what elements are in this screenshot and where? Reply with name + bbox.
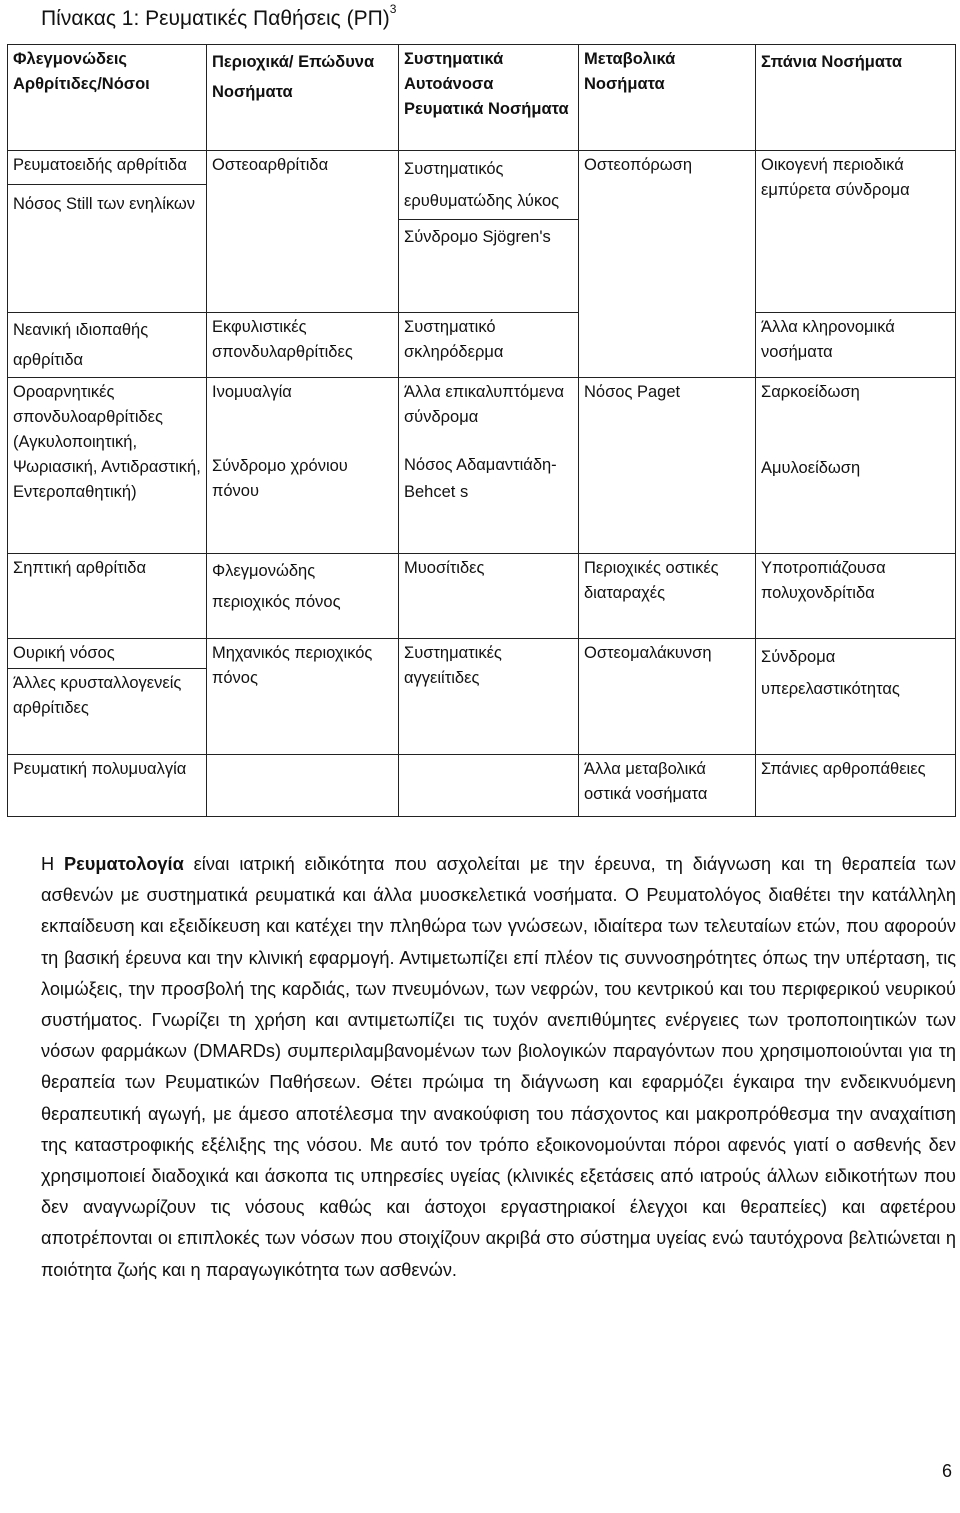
table-header-row [8,45,956,151]
cell-text: Ινομυαλγία [212,383,292,401]
cell-r1-c5: Οικογενή περιοδικά εμπύρετα σύνδρομα [756,151,956,313]
cell-r6-c3 [399,755,579,817]
cell-r3-c2 [207,378,399,554]
title-footnote: 3 [389,2,397,16]
cell-text: Άλλες κρυσταλλογενείς αρθρίτιδες [8,668,206,723]
cell-r2-c3: Συστηματικό σκληρόδερμα [399,313,579,378]
table-row [8,639,956,755]
cell-r4-c3: Μυοσίτιδες [399,554,579,639]
cell-text: Ουρική νόσος [13,644,115,662]
cell-text: Σαρκοείδωση [761,383,860,401]
cell-r2-c2: Εκφυλιστικές σπονδυλαρθρίτιδες [207,313,399,378]
cell-r5-c2: Μηχανικός περιοχικός πόνος [207,639,399,755]
cell-r5-c3: Συστηματικές αγγειίτιδες [399,639,579,755]
paragraph-bold-term: Ρευματολογία [64,854,184,874]
cell-r5-c1 [8,639,207,755]
cell-r1-c4: Οστεοπόρωση [579,151,756,313]
paragraph-lead: Η [41,854,65,874]
cell-r4-c5: Υποτροπιάζουσα πολυχονδρίτιδα [756,554,956,639]
paragraph-text: είναι ιατρική ειδικότητα που ασχολείται με την έρευνα, τη διάγνωση και τη θεραπεία των ασθενών με συστηματικά ρευματικά και άλλα μυοσκελετικά νοσήματα. Ο Ρευματολόγος διαθέτει την κατάλληλη εκπαίδευση και εξειδίκευση και κατέχει την πληθώρα των γνώσεων, ιδιαίτερα των τελευταίων ετών, που αφορούν τη βασική έρευνα και την κλινική εφαρμογή. Αντιμετωπίζει επί πλέον τις συννοσηρότητες όπως την υπέρταση, τις λοιμώξεις, την προσβολή της καρδιάς, των πνευμόνων, των νεφρών, του κεντρικού και του περιφερικού νευρικού συστήματος. Γνωρίζει τη χρήση και αντιμετωπίζει τις τυχόν ανεπιθύμητες ενέργειες των τροποποιητικών των νόσων φαρμάκων (DMARDs) συμπεριλαμβανομένων των βιολογικών παραγόντων που χρησιμοποιούνται για τη θεραπεία των Ρευματικών Παθήσεων. Θέτει πρώιμα τη διάγνωση και εφαρμόζει έγκαιρα την ενδεικνυόμενη θεραπευτική αγωγή, με άμεσο αποτέλεσμα την ανακούφιση του πάσχοντος και μακροπρόθεσμα την αναχαίτιση της καταστροφικής εξέλιξης της νόσου. Με αυτό τον τρόπο εξοικονομούνται πόροι αφενός γιατί ο ασθενής δεν χρησιμοποιεί διαδοχικά και άσκοπα τις υπηρεσίες υγείας (κλινικές εξετάσεις από ιατρούς άλλων ειδικοτήτων που δεν αναγνωρίζουν τις νόσους καθώς και άστοχοι εργαστηριακοί έλεγχοι και θεραπείες) και αφετέρου αποτρέπονται οι επιπλοκές των νόσων που στοιχίζουν ακριβά στο σύστημα υγείας ενώ ταυτόχρονα βελτιώνεται η ποιότητα ζωής και η παραγωγικότητα των ασθενών. [41,854,957,1280]
cell-r3-c3 [399,378,579,554]
cell-text: Αμυλοείδωση [761,459,861,477]
cell-text: Νόσος Αδαμαντιάδη-Behcet s [404,456,557,501]
cell-r6-c1: Ρευματική πολυμυαλγία [8,755,207,817]
header-inflammatory: Φλεγμονώδεις Αρθρίτιδες/Νόσοι [8,45,207,151]
cell-r2-c4 [579,313,756,378]
table-row [8,313,956,378]
cell-r3-c1: Οροαρνητικές σπονδυλοαρθρίτιδες (Αγκυλοποιητική, Ψωριασική, Αντιδραστική, Εντεροπαθητική) [8,378,207,554]
cell-text: Νόσος Still των ενηλίκων [8,184,206,220]
header-autoimmune: Συστηματικά Αυτοάνοσα Ρευματικά Νοσήματα [399,45,579,151]
header-metabolic: Μεταβολικά Νοσήματα [579,45,756,151]
cell-text: Ρευματοειδής αρθρίτιδα [13,156,187,174]
cell-r6-c2 [207,755,399,817]
table-row [8,554,956,639]
table-title [41,2,397,31]
table-row [8,755,956,817]
cell-r3-c4: Νόσος Paget [579,378,756,554]
cell-r4-c1: Σηπτική αρθρίτιδα [8,554,207,639]
title-text: Πίνακας 1: Ρευματικές Παθήσεις (ΡΠ) [41,7,390,30]
table-row [8,378,956,554]
cell-r2-c1: Νεανική ιδιοπαθής αρθρίτιδα [8,313,207,378]
cell-r6-c5: Σπάνιες αρθροπάθειες [756,755,956,817]
cell-r1-c3 [399,151,579,313]
cell-r6-c4: Άλλα μεταβολικά οστικά νοσήματα [579,755,756,817]
cell-text: Συστηματικός ερυθυματώδης λύκος [404,160,560,210]
cell-r5-c5: Σύνδρομα υπερελαστικότητας [756,639,956,755]
diseases-table [7,44,956,817]
page-number: 6 [941,1461,952,1481]
cell-r5-c4: Οστεομαλάκυνση [579,639,756,755]
cell-r2-c5: Άλλα κληρονομικά νοσήματα [756,313,956,378]
cell-r4-c2: Φλεγμονώδης περιοχικός πόνος [207,554,399,639]
cell-r1-c1 [8,151,207,313]
cell-text: Άλλα επικαλυπτόμενα σύνδρομα [404,383,564,426]
cell-r1-c2: Οστεοαρθρίτιδα [207,151,399,313]
body-paragraph [41,849,956,1286]
cell-text: Σύνδρομο χρόνιου πόνου [212,457,348,500]
header-regional: Περιοχικά/ Επώδυνα Νοσήματα [207,45,399,151]
cell-r4-c4: Περιοχικές οστικές διαταραχές [579,554,756,639]
cell-r3-c5 [756,378,956,554]
cell-text: Σύνδρομο Sjögren's [399,219,578,254]
table-row [8,151,956,313]
header-rare: Σπάνια Νοσήματα [756,45,956,151]
